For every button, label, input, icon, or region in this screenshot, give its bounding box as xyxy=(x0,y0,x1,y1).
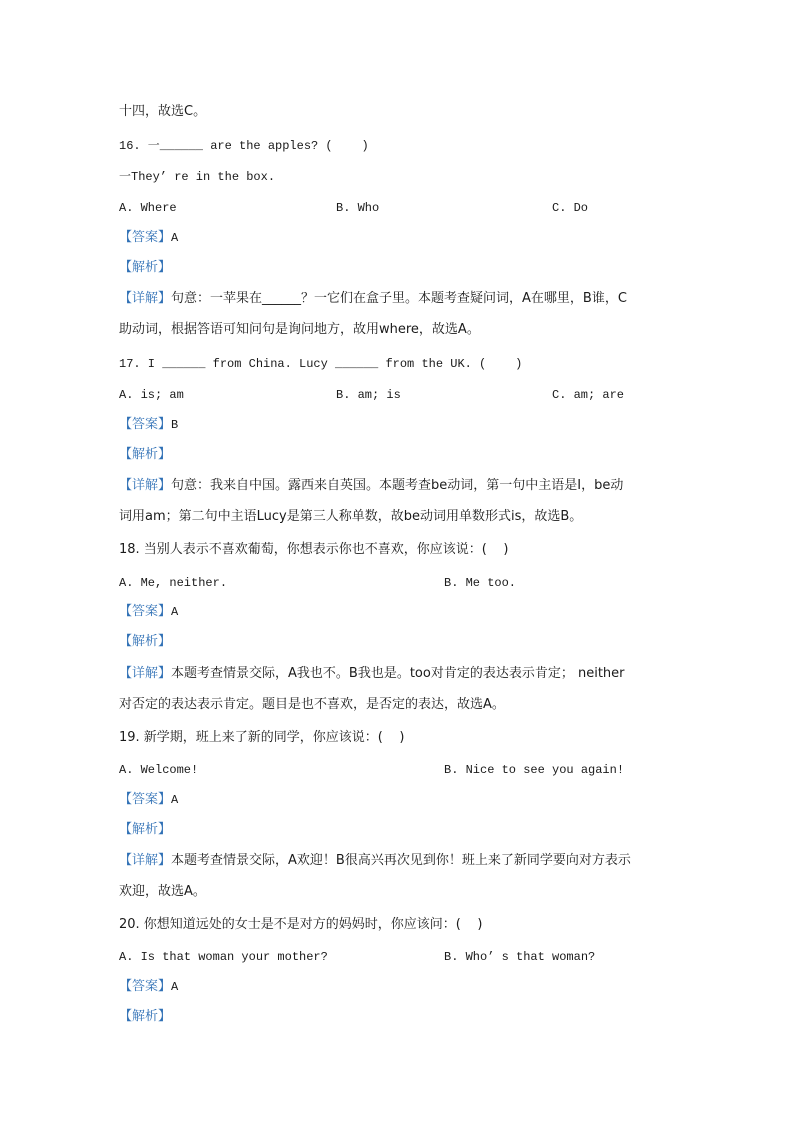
explanation-tag: 【详解】 xyxy=(119,853,172,868)
question-17-stem: 17. I ______ from China. Lucy ______ from the UK. ( ) xyxy=(119,357,523,371)
option-c: C. Do xyxy=(552,201,589,215)
explanation-tag: 【详解】 xyxy=(119,478,172,493)
explanation-19-line1 xyxy=(119,853,694,869)
answer-tag: 【答案】 xyxy=(119,792,172,807)
option-b: B. Who’ s that woman? xyxy=(444,950,596,964)
answer-value: A xyxy=(171,793,179,807)
option-a: A. Me, neither. xyxy=(119,576,228,590)
explanation-text: 句意：我来自中国。露西来自英国。本题考查be动词，第一句中主语是I，be动 xyxy=(171,478,624,493)
question-19-stem: 19. 新学期，班上来了新的同学，你应该说：( ) xyxy=(119,730,405,745)
answer-tag: 【答案】 xyxy=(119,979,172,994)
question-16-stem: 16. 一______ are the apples? ( ) xyxy=(119,139,369,153)
explanation-18-line2: 对否定的表达表示肯定。题目是也不喜欢，是否定的表达，故选A。 xyxy=(119,697,505,712)
analysis-tag: 【解析】 xyxy=(119,447,172,462)
explanation-16-line2: 助动词，根据答语可知问句是询问地方，故用where，故选A。 xyxy=(119,322,480,337)
explanation-tag: 【详解】 xyxy=(119,666,172,681)
explanation-16-line1 xyxy=(119,291,694,307)
answer-value: A xyxy=(171,980,179,994)
option-c: C. am; are xyxy=(552,388,625,402)
option-b: B. am; is xyxy=(336,388,401,402)
explanation-text: 本题考查情景交际，A欢迎！B很高兴再次见到你！班上来了新同学要向对方表示 xyxy=(171,853,631,868)
option-b: B. Who xyxy=(336,201,380,215)
explanation-17-line1 xyxy=(119,478,694,494)
analysis-tag: 【解析】 xyxy=(119,634,172,649)
option-b: B. Me too. xyxy=(444,576,517,590)
answer-tag: 【答案】 xyxy=(119,604,172,619)
explanation-tag: 【详解】 xyxy=(119,291,172,306)
question-20-stem: 20. 你想知道远处的女士是不是对方的妈妈时，你应该问：( ) xyxy=(119,917,483,932)
analysis-tag: 【解析】 xyxy=(119,822,172,837)
question-18-stem: 18. 当别人表示不喜欢葡萄，你想表示你也不喜欢，你应该说：( ) xyxy=(119,542,509,557)
explanation-text: 本题考查情景交际，A我也不。B我也是。too对肯定的表达表示肯定； neither xyxy=(171,666,625,681)
option-a: A. Is that woman your mother? xyxy=(119,950,328,964)
option-b: B. Nice to see you again! xyxy=(444,763,625,777)
answer-17 xyxy=(119,416,694,433)
option-a: A. Welcome! xyxy=(119,763,199,777)
option-a: A. Where xyxy=(119,201,177,215)
answer-19 xyxy=(119,791,694,808)
answer-18 xyxy=(119,603,694,620)
analysis-tag: 【解析】 xyxy=(119,1009,172,1024)
option-a: A. is; am xyxy=(119,388,184,402)
question-16-reply: 一They’ re in the box. xyxy=(119,170,276,184)
answer-value: B xyxy=(171,418,179,432)
answer-16 xyxy=(119,229,694,246)
explanation-19-line2: 欢迎，故选A。 xyxy=(119,884,206,899)
explanation-18-line1 xyxy=(119,666,694,682)
text-line: 十四，故选C。 xyxy=(119,104,207,119)
answer-tag: 【答案】 xyxy=(119,417,172,432)
analysis-tag: 【解析】 xyxy=(119,260,172,275)
explanation-17-line2: 词用am；第二句中主语Lucy是第三人称单数，故be动词用单数形式is，故选B。 xyxy=(119,509,583,524)
answer-20 xyxy=(119,978,694,995)
answer-tag: 【答案】 xyxy=(119,230,172,245)
answer-value: A xyxy=(171,605,179,619)
answer-value: A xyxy=(171,231,179,245)
explanation-text: 句意：一苹果在______？一它们在盒子里。本题考查疑问词，A在哪里，B谁，C xyxy=(171,291,627,306)
